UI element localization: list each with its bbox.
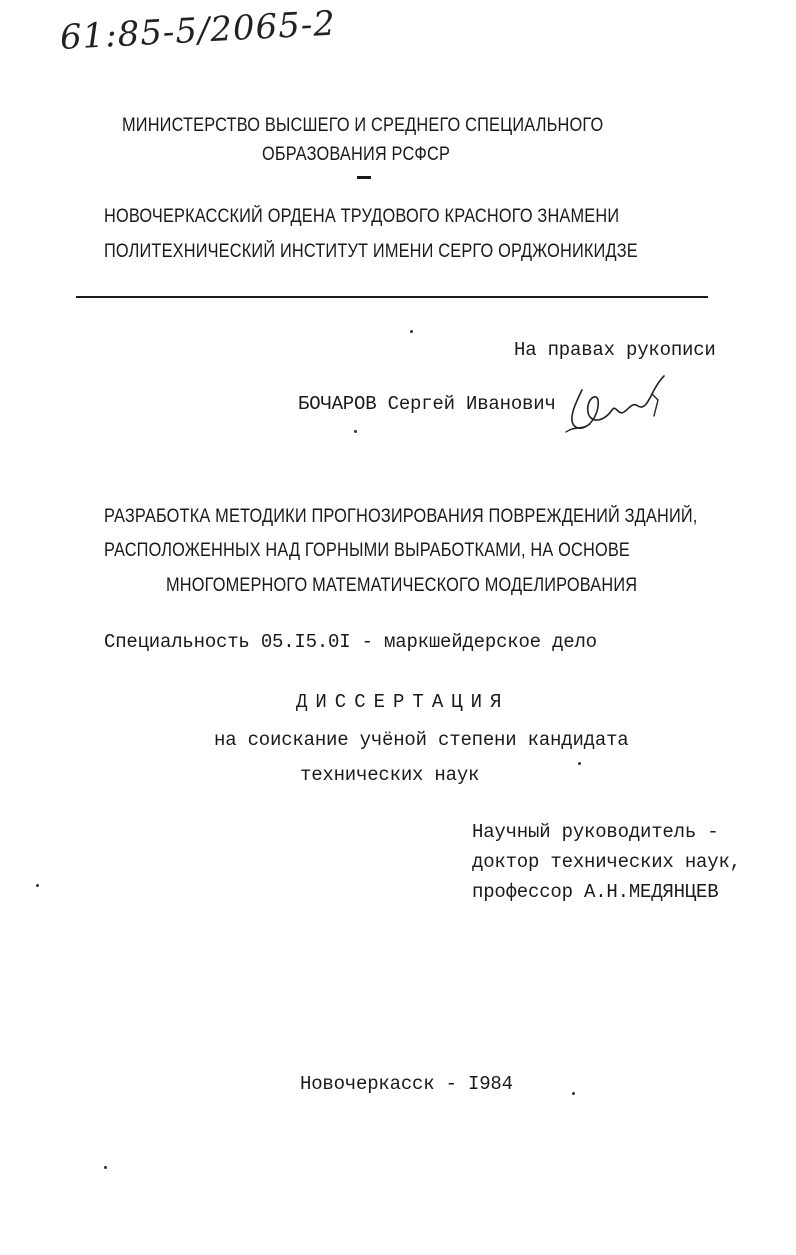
- institute-line-2: ПОЛИТЕХНИЧЕСКИЙ ИНСТИТУТ ИМЕНИ СЕРГО ОРДЖОНИКИДЗЕ: [104, 241, 638, 262]
- manuscript-note: На правах рукописи: [514, 339, 716, 361]
- title-line-1: РАЗРАБОТКА МЕТОДИКИ ПРОГНОЗИРОВАНИЯ ПОВРЕЖДЕНИЙ ЗДАНИЙ,: [104, 506, 698, 527]
- dissertation-heading: ДИССЕРТАЦИЯ: [296, 691, 510, 713]
- place-year: Новочеркасск - I984: [300, 1073, 513, 1095]
- separator-dash: [357, 176, 371, 179]
- title-line-3: МНОГОМЕРНОГО МАТЕМАТИЧЕСКОГО МОДЕЛИРОВАНИЯ: [166, 575, 638, 596]
- scan-speck: [354, 430, 357, 433]
- ministry-line-2: ОБРАЗОВАНИЯ РСФСР: [262, 144, 451, 165]
- horizontal-rule: [76, 296, 708, 298]
- archive-code: 61:85-5/2065-2: [58, 3, 337, 58]
- signature-icon: [560, 372, 670, 444]
- specialty: Специальность 05.I5.0I - маркшейдерское дело: [104, 631, 597, 653]
- dissertation-line-1: на соискание учёной степени кандидата: [214, 729, 629, 751]
- scan-speck: [36, 884, 39, 887]
- scan-speck: [104, 1166, 107, 1169]
- institute-line-1: НОВОЧЕРКАССКИЙ ОРДЕНА ТРУДОВОГО КРАСНОГО ЗНАМЕНИ: [104, 206, 620, 227]
- author-name: БОЧАРОВ Сергей Иванович: [298, 393, 556, 415]
- scan-speck: [578, 762, 581, 765]
- dissertation-line-2: технических наук: [300, 764, 480, 786]
- ministry-line-1: МИНИСТЕРСТВО ВЫСШЕГО И СРЕДНЕГО СПЕЦИАЛЬНОГО: [122, 115, 604, 136]
- supervisor-line-1: Научный руководитель -: [472, 821, 719, 843]
- title-line-2: РАСПОЛОЖЕННЫХ НАД ГОРНЫМИ ВЫРАБОТКАМИ, НА ОСНОВЕ: [104, 540, 630, 561]
- scan-speck: [572, 1092, 575, 1095]
- scan-speck: [410, 330, 413, 333]
- supervisor-line-2: доктор технических наук,: [472, 851, 741, 873]
- supervisor-line-3: профессор А.Н.МЕДЯНЦЕВ: [472, 881, 719, 903]
